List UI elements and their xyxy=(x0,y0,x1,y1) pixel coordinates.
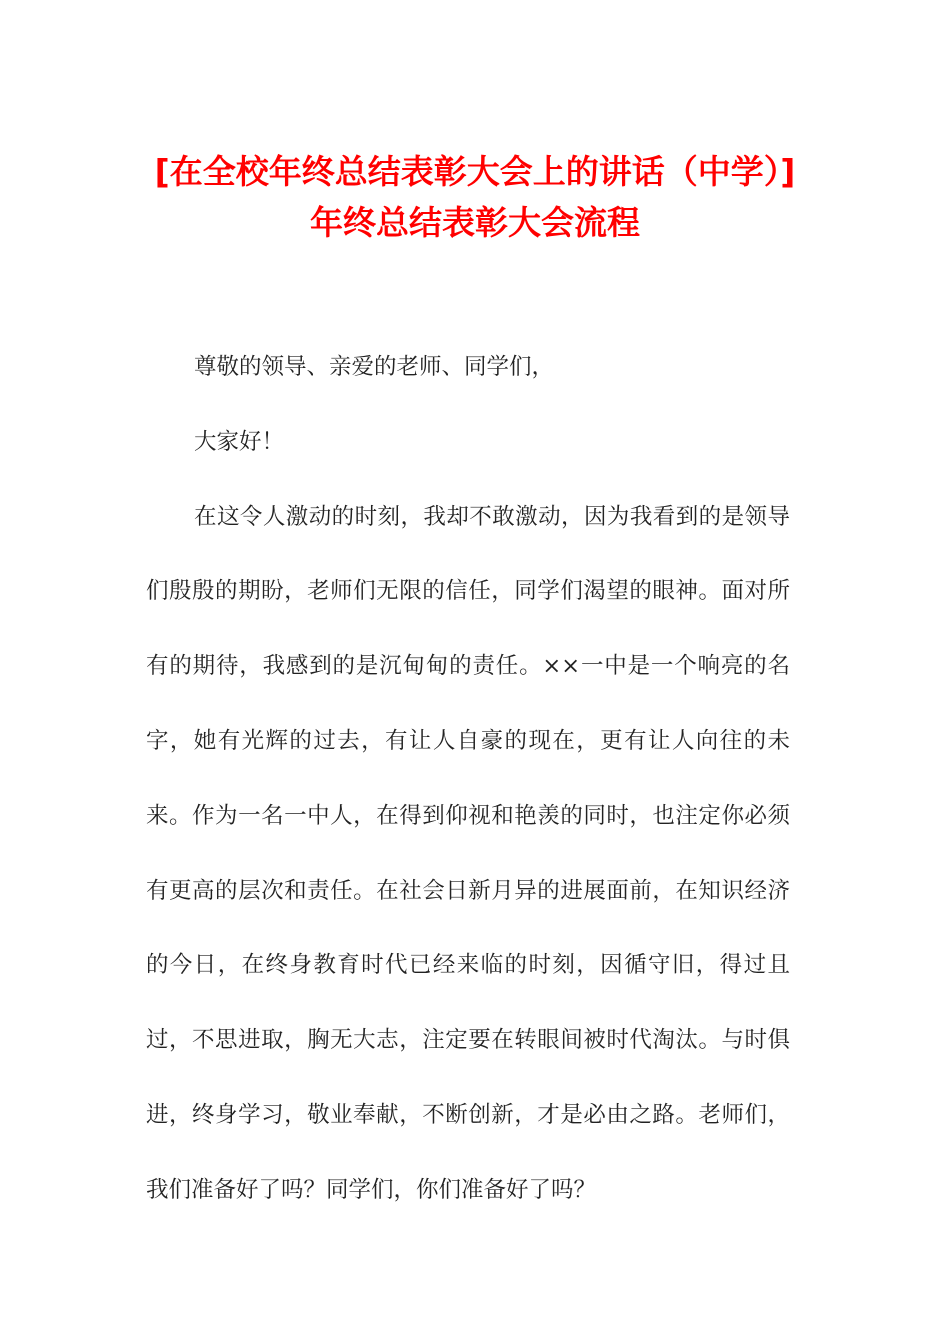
greeting-paragraph: 大家好！ xyxy=(194,428,285,455)
body-paragraph: 在这令人激动的时刻，我却不敢激动，因为我看到的是领导们殷殷的期盼，老师们无限的信任，同学们渴望的眼神。面对所有的期待，我感到的是沉甸甸的责任。××一中是一个响亮的名字，她有光辉的过去，有让人自豪的现在，更有让人向往的未来。作为一名一中人，在得到仰视和艳羡的同时，也注定你必须有更高的层次和责任。在社会日新月异的进展面前，在知识经济的今日，在终身教育时代已经来临的时刻，因循守旧，得过且过，不思进取，胸无大志，注定要在转眼间被时代淘汰。与时俱进，终身学习，敬业奉献，不断创新，才是必由之路。老师们，我们准备好了吗？同学们，你们准备好了吗？ xyxy=(146,503,790,1203)
document-title: [在全校年终总结表彰大会上的讲话（中学）]年终总结表彰大会流程 xyxy=(154,152,796,242)
salutation-paragraph: 尊敬的领导、亲爱的老师、同学们， xyxy=(194,354,555,380)
document-body xyxy=(146,330,790,1228)
